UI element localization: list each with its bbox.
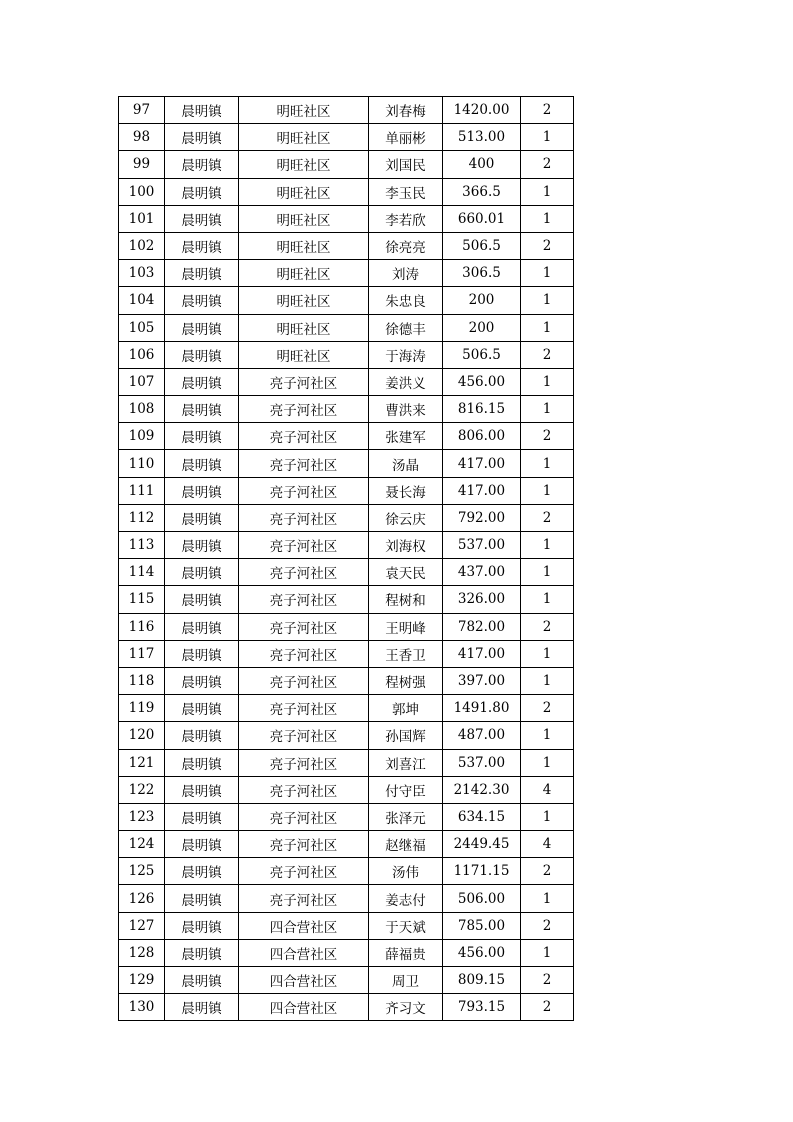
count-cell: 1 [521, 205, 574, 232]
amount-cell: 200 [443, 287, 521, 314]
amount-cell: 2449.45 [443, 831, 521, 858]
count-cell: 2 [521, 912, 574, 939]
table-row [119, 586, 574, 613]
community-cell: 亮子河社区 [239, 450, 369, 477]
table-row [119, 477, 574, 504]
index-cell: 122 [119, 776, 165, 803]
count-cell: 1 [521, 586, 574, 613]
amount-cell: 2142.30 [443, 776, 521, 803]
name-cell: 程树和 [369, 586, 443, 613]
town-cell: 晨明镇 [165, 667, 239, 694]
name-cell: 薛福贵 [369, 939, 443, 966]
town-cell: 晨明镇 [165, 722, 239, 749]
community-cell: 明旺社区 [239, 205, 369, 232]
amount-cell: 397.00 [443, 667, 521, 694]
index-cell: 124 [119, 831, 165, 858]
table-row [119, 205, 574, 232]
amount-cell: 537.00 [443, 749, 521, 776]
index-cell: 119 [119, 695, 165, 722]
community-cell: 明旺社区 [239, 287, 369, 314]
amount-cell: 456.00 [443, 939, 521, 966]
name-cell: 程树强 [369, 667, 443, 694]
name-cell: 刘国民 [369, 151, 443, 178]
count-cell: 2 [521, 504, 574, 531]
count-cell: 4 [521, 831, 574, 858]
community-cell: 亮子河社区 [239, 532, 369, 559]
name-cell: 徐云庆 [369, 504, 443, 531]
name-cell: 孙国辉 [369, 722, 443, 749]
table-row [119, 124, 574, 151]
amount-cell: 437.00 [443, 559, 521, 586]
community-cell: 亮子河社区 [239, 613, 369, 640]
community-cell: 明旺社区 [239, 232, 369, 259]
town-cell: 晨明镇 [165, 151, 239, 178]
count-cell: 1 [521, 178, 574, 205]
amount-cell: 806.00 [443, 423, 521, 450]
name-cell: 刘春梅 [369, 97, 443, 124]
community-cell: 四合营社区 [239, 912, 369, 939]
name-cell: 朱忠良 [369, 287, 443, 314]
index-cell: 114 [119, 559, 165, 586]
name-cell: 汤伟 [369, 858, 443, 885]
table-row [119, 831, 574, 858]
table-row [119, 613, 574, 640]
town-cell: 晨明镇 [165, 423, 239, 450]
count-cell: 1 [521, 287, 574, 314]
community-cell: 亮子河社区 [239, 477, 369, 504]
community-cell: 亮子河社区 [239, 722, 369, 749]
community-cell: 亮子河社区 [239, 695, 369, 722]
community-cell: 亮子河社区 [239, 423, 369, 450]
count-cell: 1 [521, 532, 574, 559]
count-cell: 2 [521, 97, 574, 124]
table-row [119, 640, 574, 667]
count-cell: 1 [521, 722, 574, 749]
name-cell: 于海涛 [369, 341, 443, 368]
amount-cell: 816.15 [443, 396, 521, 423]
name-cell: 刘喜江 [369, 749, 443, 776]
name-cell: 于天斌 [369, 912, 443, 939]
town-cell: 晨明镇 [165, 939, 239, 966]
index-cell: 113 [119, 532, 165, 559]
count-cell: 2 [521, 967, 574, 994]
table-row [119, 695, 574, 722]
amount-cell: 537.00 [443, 532, 521, 559]
index-cell: 102 [119, 232, 165, 259]
amount-cell: 366.5 [443, 178, 521, 205]
table-row [119, 559, 574, 586]
count-cell: 1 [521, 749, 574, 776]
community-cell: 明旺社区 [239, 97, 369, 124]
amount-cell: 782.00 [443, 613, 521, 640]
amount-cell: 306.5 [443, 260, 521, 287]
table-row [119, 97, 574, 124]
town-cell: 晨明镇 [165, 994, 239, 1021]
amount-cell: 506.5 [443, 341, 521, 368]
town-cell: 晨明镇 [165, 178, 239, 205]
community-cell: 四合营社区 [239, 939, 369, 966]
name-cell: 王明峰 [369, 613, 443, 640]
index-cell: 127 [119, 912, 165, 939]
count-cell: 2 [521, 858, 574, 885]
table-row [119, 912, 574, 939]
community-cell: 亮子河社区 [239, 831, 369, 858]
community-cell: 明旺社区 [239, 314, 369, 341]
amount-cell: 1420.00 [443, 97, 521, 124]
table-row [119, 423, 574, 450]
table-row [119, 722, 574, 749]
community-cell: 亮子河社区 [239, 858, 369, 885]
name-cell: 单丽彬 [369, 124, 443, 151]
name-cell: 刘海权 [369, 532, 443, 559]
count-cell: 2 [521, 423, 574, 450]
count-cell: 1 [521, 124, 574, 151]
index-cell: 117 [119, 640, 165, 667]
name-cell: 赵继福 [369, 831, 443, 858]
index-cell: 98 [119, 124, 165, 151]
index-cell: 115 [119, 586, 165, 613]
town-cell: 晨明镇 [165, 831, 239, 858]
count-cell: 1 [521, 477, 574, 504]
town-cell: 晨明镇 [165, 341, 239, 368]
table-row [119, 532, 574, 559]
amount-cell: 634.15 [443, 803, 521, 830]
name-cell: 张泽元 [369, 803, 443, 830]
town-cell: 晨明镇 [165, 232, 239, 259]
count-cell: 1 [521, 885, 574, 912]
count-cell: 1 [521, 314, 574, 341]
town-cell: 晨明镇 [165, 613, 239, 640]
community-cell: 亮子河社区 [239, 667, 369, 694]
town-cell: 晨明镇 [165, 586, 239, 613]
town-cell: 晨明镇 [165, 967, 239, 994]
index-cell: 128 [119, 939, 165, 966]
community-cell: 明旺社区 [239, 341, 369, 368]
table-row [119, 803, 574, 830]
town-cell: 晨明镇 [165, 205, 239, 232]
count-cell: 2 [521, 695, 574, 722]
amount-cell: 809.15 [443, 967, 521, 994]
town-cell: 晨明镇 [165, 124, 239, 151]
town-cell: 晨明镇 [165, 97, 239, 124]
count-cell: 2 [521, 994, 574, 1021]
community-cell: 亮子河社区 [239, 504, 369, 531]
community-cell: 明旺社区 [239, 260, 369, 287]
community-cell: 亮子河社区 [239, 803, 369, 830]
town-cell: 晨明镇 [165, 640, 239, 667]
name-cell: 曹洪来 [369, 396, 443, 423]
table-row [119, 776, 574, 803]
index-cell: 103 [119, 260, 165, 287]
community-cell: 亮子河社区 [239, 885, 369, 912]
index-cell: 125 [119, 858, 165, 885]
table-row [119, 939, 574, 966]
town-cell: 晨明镇 [165, 749, 239, 776]
amount-cell: 417.00 [443, 450, 521, 477]
name-cell: 袁天民 [369, 559, 443, 586]
community-cell: 四合营社区 [239, 994, 369, 1021]
name-cell: 张建军 [369, 423, 443, 450]
table-row [119, 450, 574, 477]
name-cell: 李玉民 [369, 178, 443, 205]
amount-cell: 456.00 [443, 368, 521, 395]
index-cell: 104 [119, 287, 165, 314]
table-row [119, 858, 574, 885]
index-cell: 108 [119, 396, 165, 423]
amount-cell: 1171.15 [443, 858, 521, 885]
name-cell: 姜洪义 [369, 368, 443, 395]
table-row [119, 178, 574, 205]
index-cell: 99 [119, 151, 165, 178]
name-cell: 徐亮亮 [369, 232, 443, 259]
town-cell: 晨明镇 [165, 912, 239, 939]
name-cell: 付守臣 [369, 776, 443, 803]
table-row [119, 260, 574, 287]
amount-cell: 200 [443, 314, 521, 341]
table-row [119, 396, 574, 423]
count-cell: 1 [521, 368, 574, 395]
index-cell: 116 [119, 613, 165, 640]
table-row [119, 885, 574, 912]
count-cell: 1 [521, 450, 574, 477]
name-cell: 周卫 [369, 967, 443, 994]
name-cell: 汤晶 [369, 450, 443, 477]
community-cell: 亮子河社区 [239, 368, 369, 395]
town-cell: 晨明镇 [165, 803, 239, 830]
index-cell: 123 [119, 803, 165, 830]
town-cell: 晨明镇 [165, 368, 239, 395]
amount-cell: 417.00 [443, 477, 521, 504]
town-cell: 晨明镇 [165, 776, 239, 803]
table-row [119, 314, 574, 341]
index-cell: 101 [119, 205, 165, 232]
count-cell: 2 [521, 151, 574, 178]
name-cell: 聂长海 [369, 477, 443, 504]
amount-cell: 1491.80 [443, 695, 521, 722]
table-row [119, 667, 574, 694]
table-row [119, 749, 574, 776]
count-cell: 1 [521, 640, 574, 667]
index-cell: 129 [119, 967, 165, 994]
count-cell: 2 [521, 341, 574, 368]
town-cell: 晨明镇 [165, 477, 239, 504]
table-body [119, 97, 574, 1021]
name-cell: 李若欣 [369, 205, 443, 232]
community-cell: 亮子河社区 [239, 586, 369, 613]
town-cell: 晨明镇 [165, 885, 239, 912]
amount-cell: 326.00 [443, 586, 521, 613]
community-cell: 亮子河社区 [239, 640, 369, 667]
index-cell: 105 [119, 314, 165, 341]
town-cell: 晨明镇 [165, 504, 239, 531]
count-cell: 2 [521, 613, 574, 640]
count-cell: 2 [521, 232, 574, 259]
amount-cell: 487.00 [443, 722, 521, 749]
table-row [119, 504, 574, 531]
amount-cell: 793.15 [443, 994, 521, 1021]
name-cell: 齐习文 [369, 994, 443, 1021]
town-cell: 晨明镇 [165, 532, 239, 559]
town-cell: 晨明镇 [165, 287, 239, 314]
community-cell: 亮子河社区 [239, 749, 369, 776]
amount-cell: 785.00 [443, 912, 521, 939]
amount-cell: 417.00 [443, 640, 521, 667]
town-cell: 晨明镇 [165, 695, 239, 722]
index-cell: 97 [119, 97, 165, 124]
index-cell: 109 [119, 423, 165, 450]
name-cell: 徐德丰 [369, 314, 443, 341]
table-row [119, 341, 574, 368]
table-row [119, 994, 574, 1021]
town-cell: 晨明镇 [165, 858, 239, 885]
index-cell: 100 [119, 178, 165, 205]
index-cell: 126 [119, 885, 165, 912]
amount-cell: 792.00 [443, 504, 521, 531]
table-row [119, 287, 574, 314]
count-cell: 1 [521, 803, 574, 830]
index-cell: 110 [119, 450, 165, 477]
count-cell: 1 [521, 396, 574, 423]
community-cell: 明旺社区 [239, 151, 369, 178]
amount-cell: 400 [443, 151, 521, 178]
town-cell: 晨明镇 [165, 314, 239, 341]
count-cell: 4 [521, 776, 574, 803]
community-cell: 明旺社区 [239, 124, 369, 151]
amount-cell: 506.00 [443, 885, 521, 912]
table-row [119, 151, 574, 178]
town-cell: 晨明镇 [165, 450, 239, 477]
amount-cell: 660.01 [443, 205, 521, 232]
count-cell: 1 [521, 939, 574, 966]
amount-cell: 506.5 [443, 232, 521, 259]
town-cell: 晨明镇 [165, 396, 239, 423]
index-cell: 111 [119, 477, 165, 504]
community-cell: 明旺社区 [239, 178, 369, 205]
index-cell: 118 [119, 667, 165, 694]
name-cell: 刘涛 [369, 260, 443, 287]
community-cell: 亮子河社区 [239, 559, 369, 586]
count-cell: 1 [521, 559, 574, 586]
count-cell: 1 [521, 260, 574, 287]
name-cell: 王香卫 [369, 640, 443, 667]
amount-cell: 513.00 [443, 124, 521, 151]
index-cell: 121 [119, 749, 165, 776]
table-row [119, 368, 574, 395]
table-row [119, 232, 574, 259]
data-table [118, 96, 574, 1021]
name-cell: 姜志付 [369, 885, 443, 912]
community-cell: 亮子河社区 [239, 396, 369, 423]
community-cell: 亮子河社区 [239, 776, 369, 803]
town-cell: 晨明镇 [165, 260, 239, 287]
community-cell: 四合营社区 [239, 967, 369, 994]
index-cell: 130 [119, 994, 165, 1021]
count-cell: 1 [521, 667, 574, 694]
index-cell: 106 [119, 341, 165, 368]
table-row [119, 967, 574, 994]
index-cell: 107 [119, 368, 165, 395]
index-cell: 112 [119, 504, 165, 531]
name-cell: 郭坤 [369, 695, 443, 722]
index-cell: 120 [119, 722, 165, 749]
town-cell: 晨明镇 [165, 559, 239, 586]
